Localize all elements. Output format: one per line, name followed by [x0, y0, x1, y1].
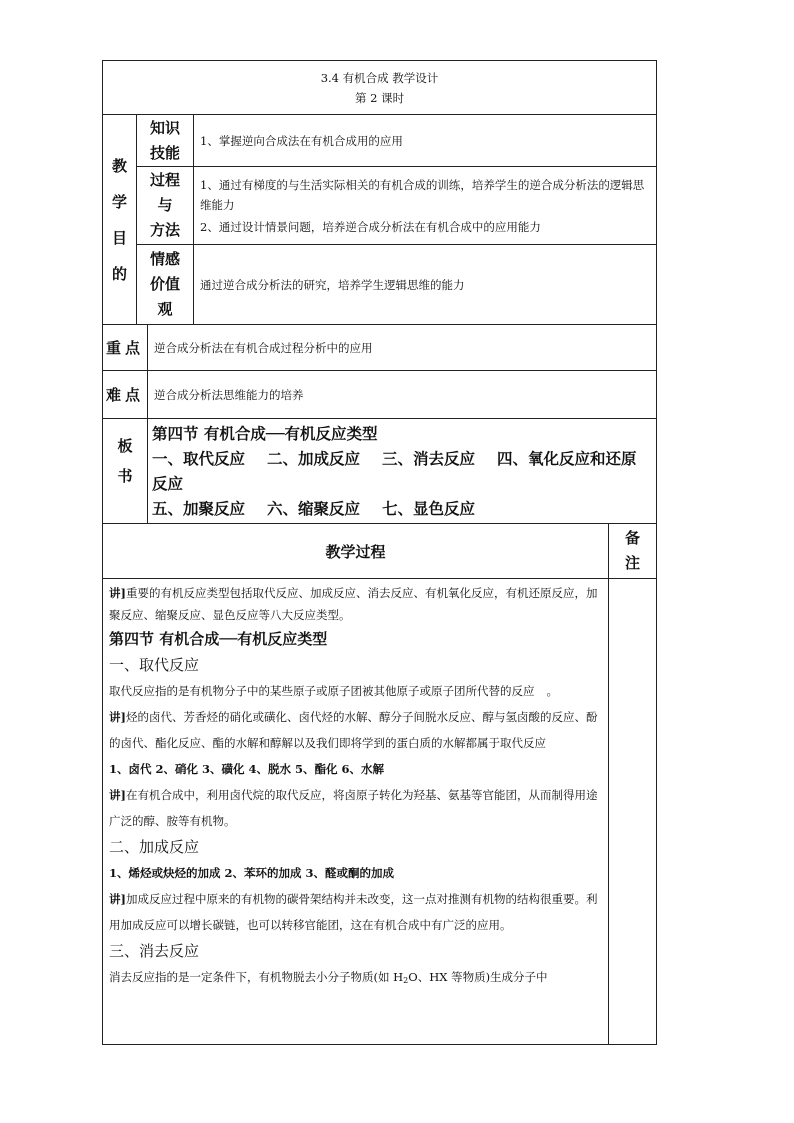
header-row: [103, 61, 657, 115]
process-content-row: [103, 579, 657, 1045]
notes-header: 备 注: [609, 524, 657, 579]
document-title: 3.4 有机合成 教学设计: [320, 70, 439, 85]
key-point-row: [103, 325, 657, 371]
board-label: 板 书: [103, 419, 148, 524]
board-content: [148, 419, 657, 524]
process-header: 教学过程: [103, 524, 609, 579]
process-method-text: 1、通过有梯度的与生活实际相关的有机合成的训练，培养学生的逆合成分析法的逻辑思维能力 2、通过设计情景问题，培养逆合成分析法在有机合成中的应用能力: [194, 167, 657, 245]
objectives-group-label: 教 学 目 的: [103, 115, 137, 325]
subheading-substitution: 一、取代反应: [109, 656, 200, 674]
lesson-number: 第 2 课时: [354, 90, 405, 105]
paragraph-addition: 讲]加成反应过程中原来的有机物的碳骨架结构并未改变，这一点对推测有机物的结构很重要。利用加成反应可以增长碳链，也可以转移官能团，这在有机合成中有广泛的应用。: [109, 892, 598, 932]
difficulty-label: 难点: [103, 371, 148, 419]
process-method-label: 过程 与 方法: [137, 167, 194, 245]
board-title: 第四节 有机合成──有机反应类型: [152, 424, 378, 443]
elimination-definition: 消去反应指的是一定条件下，有机物脱去小分子物质(如 $H_2O$、HX 等物质)生成分子中: [109, 970, 548, 985]
lesson-plan-page: [102, 60, 656, 1043]
paragraph-substitution-synthesis: 讲]在有机合成中，利用卤代烷的取代反应，将卤原子转化为羟基、氨基等官能团，从而制得用途广泛的醇、胺等有机物。: [109, 788, 598, 828]
section-title: 第四节 有机合成──有机反应类型: [109, 630, 328, 648]
process-header-row: [103, 524, 657, 579]
emotion-values-text: 通过逆合成分析法的研究，培养学生逻辑思维的能力: [194, 245, 657, 325]
key-point-text: 逆合成分析法在有机合成过程分析中的应用: [148, 325, 657, 371]
lesson-plan-table: [102, 60, 657, 1045]
objective-row-emotion: [103, 245, 657, 325]
knowledge-text: 1、掌握逆向合成法在有机合成用的应用: [194, 115, 657, 167]
header-cell: [103, 61, 657, 115]
difficulty-text: 逆合成分析法思维能力的培养: [148, 371, 657, 419]
notes-column: [609, 579, 657, 1045]
paragraph-intro: 讲]重要的有机反应类型包括取代反应、加成反应、消去反应、有机氧化反应，有机还原反应，加聚反应、缩聚反应、显色反应等八大反应类型。: [109, 586, 598, 622]
board-row: [103, 419, 657, 524]
difficulty-row: [103, 371, 657, 419]
subheading-addition: 二、加成反应: [109, 838, 200, 856]
board-line-1: 一、取代反应 二、加成反应 三、消去反应 四、氧化反应和还原反应: [152, 449, 637, 493]
board-line-2: 五、加聚反应 六、缩聚反应 七、显色反应: [152, 499, 476, 518]
emotion-values-label: 情感 价值 观: [137, 245, 194, 325]
paragraph-substitution-examples: 讲]烃的卤代、芳香烃的硝化或磺化、卤代烃的水解、醇分子间脱水反应、醇与氢卤酸的反应、酚的卤代、酯化反应、酯的水解和醇解以及我们即将学到的蛋白质的水解都属于取代反应: [109, 710, 598, 750]
knowledge-label: 知识 技能: [137, 115, 194, 167]
addition-list: 1、烯烃或炔烃的加成 2、苯环的加成 3、醛或酮的加成: [109, 866, 395, 880]
process-content: [103, 579, 609, 1045]
objective-row-knowledge: [103, 115, 657, 167]
key-point-label: 重点: [103, 325, 148, 371]
substitution-definition: 取代反应指的是有机物分子中的某些原子或原子团被其他原子或原子团所代替的反应 。: [109, 684, 558, 698]
substitution-list: 1、卤代 2、硝化 3、磺化 4、脱水 5、酯化 6、水解: [109, 762, 385, 776]
subheading-elimination: 三、消去反应: [109, 942, 200, 960]
objective-row-process: [103, 167, 657, 245]
